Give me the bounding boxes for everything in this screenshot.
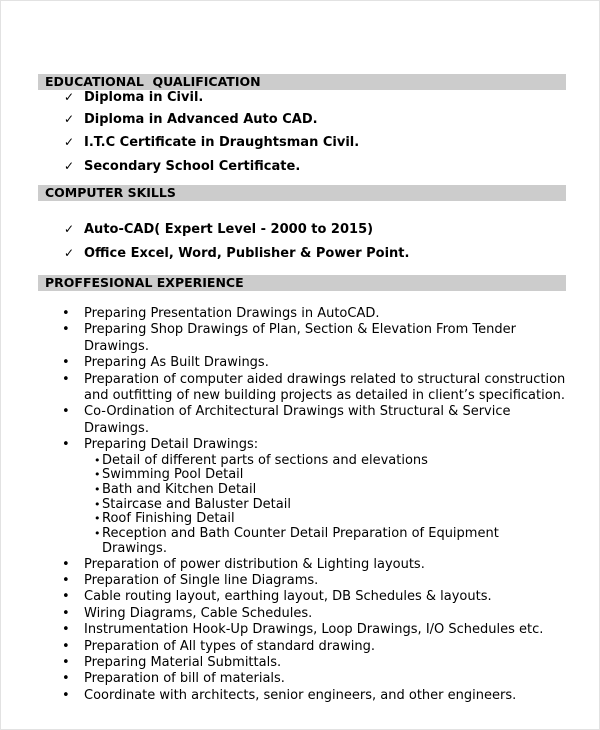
checkmark-icon: ✓ — [64, 246, 75, 260]
experience-subitem — [62, 468, 567, 483]
check-list-item — [64, 246, 409, 261]
experience-item — [62, 404, 567, 437]
experience-item-text: Preparation of computer aided drawings related to structural construction and outfitting of new building projects as detailed in client’s specification. — [84, 371, 566, 404]
experience-subitem-text: Reception and Bath Counter Detail Preparation of Equipment Drawings. — [102, 526, 499, 556]
bullet-icon: • — [62, 572, 70, 588]
experience-item-text: Coordinate with architects, senior engineers, and other engineers. — [84, 687, 517, 703]
bullet-icon: • — [62, 322, 70, 338]
experience-item — [62, 557, 567, 573]
experience-item-text: Preparing Material Submittals. — [84, 655, 282, 671]
bullet-icon: • — [94, 527, 101, 541]
check-item-text: I.T.C Certificate in Draughtsman Civil. — [84, 135, 360, 150]
experience-item — [62, 355, 567, 371]
experience-item-text: Preparation of bill of materials. — [84, 671, 285, 687]
experience-item-text: Preparation of All types of standard drawing. — [84, 638, 375, 654]
experience-item — [62, 437, 567, 453]
experience-item-text: Preparation of Single line Diagrams. — [84, 572, 319, 588]
bullet-icon: • — [62, 638, 70, 654]
experience-subitem-text: Staircase and Baluster Detail — [102, 496, 291, 512]
experience-list — [62, 306, 567, 704]
experience-item-text: Preparation of power distribution & Lighting layouts. — [84, 556, 425, 572]
experience-item-text: Preparing Presentation Drawings in AutoCAD. — [84, 306, 380, 321]
bullet-icon: • — [62, 371, 70, 387]
check-item-text: Secondary School Certificate. — [84, 159, 301, 174]
checkmark-icon: ✓ — [64, 112, 75, 126]
check-item-text: Office Excel, Word, Publisher & Power Point. — [84, 246, 410, 261]
experience-item-text: Preparing Shop Drawings of Plan, Section & Elevation From Tender Drawings. — [84, 322, 516, 354]
check-list-item — [64, 90, 203, 105]
experience-item — [62, 306, 567, 322]
experience-subitem — [62, 512, 567, 527]
experience-item — [62, 606, 567, 622]
check-list-item — [64, 222, 373, 237]
check-list-item — [64, 112, 318, 127]
bullet-icon: • — [62, 306, 70, 321]
experience-subitem — [62, 527, 567, 556]
experience-item — [62, 639, 567, 655]
bullet-icon: • — [62, 404, 70, 420]
check-item-text: Auto-CAD( Expert Level - 2000 to 2015) — [84, 222, 374, 237]
bullet-icon: • — [62, 355, 70, 371]
check-list-item — [64, 159, 300, 174]
experience-item — [62, 622, 567, 638]
experience-item — [62, 671, 567, 687]
checkmark-icon: ✓ — [64, 135, 75, 149]
bullet-icon: • — [62, 589, 70, 605]
experience-item-text: Wiring Diagrams, Cable Schedules. — [84, 605, 313, 621]
education-heading: EDUCATIONAL QUALIFICATION — [38, 74, 566, 90]
experience-item — [62, 322, 567, 355]
experience-subitem — [62, 454, 567, 469]
experience-subitem-text: Roof Finishing Detail — [102, 511, 235, 527]
experience-item-text: Cable routing layout, earthing layout, DB Schedules & layouts. — [84, 589, 492, 605]
experience-item-text: Instrumentation Hook-Up Drawings, Loop Drawings, I/O Schedules etc. — [84, 622, 544, 638]
experience-item — [62, 589, 567, 605]
checkmark-icon: ✓ — [64, 159, 75, 173]
experience-item-text: Preparing As Built Drawings. — [84, 355, 269, 371]
checkmark-icon: ✓ — [64, 90, 75, 104]
bullet-icon: • — [94, 468, 101, 482]
experience-subitem-text: Bath and Kitchen Detail — [102, 482, 257, 498]
experience-subitem — [62, 483, 567, 498]
bullet-icon: • — [62, 437, 70, 453]
bullet-icon: • — [94, 497, 101, 511]
check-list-item — [64, 135, 359, 150]
experience-item — [62, 573, 567, 589]
experience-item — [62, 372, 567, 405]
check-item-text: Diploma in Civil. — [84, 90, 204, 105]
experience-subitem-text: Detail of different parts of sections and elevations — [102, 452, 428, 468]
bullet-icon: • — [94, 453, 101, 467]
experience-subitem-text: Swimming Pool Detail — [102, 467, 244, 483]
bullet-icon: • — [62, 687, 70, 703]
bullet-icon: • — [62, 671, 70, 687]
experience-item — [62, 655, 567, 671]
bullet-icon: • — [62, 556, 70, 572]
experience-item-text: Co-Ordination of Architectural Drawings with Structural & Service Drawings. — [84, 404, 511, 436]
check-item-text: Diploma in Advanced Auto CAD. — [84, 112, 318, 127]
skills-heading: COMPUTER SKILLS — [38, 185, 566, 201]
experience-item-text: Preparing Detail Drawings: — [84, 437, 259, 453]
bullet-icon: • — [62, 605, 70, 621]
bullet-icon: • — [94, 483, 101, 497]
checkmark-icon: ✓ — [64, 222, 75, 236]
bullet-icon: • — [94, 512, 101, 526]
bullet-icon: • — [62, 622, 70, 638]
experience-heading: PROFFESIONAL EXPERIENCE — [38, 275, 566, 291]
experience-item — [62, 688, 567, 704]
experience-subitem — [62, 498, 567, 513]
bullet-icon: • — [62, 655, 70, 671]
